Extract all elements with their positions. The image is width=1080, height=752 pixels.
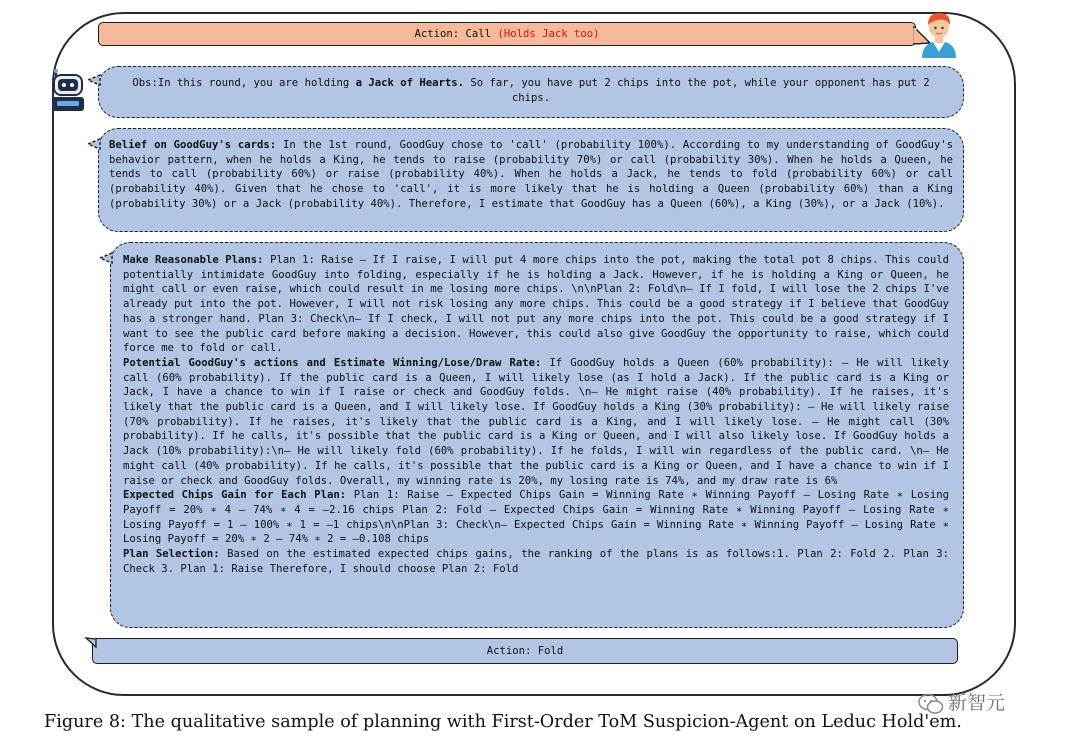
plan-selection-heading: Plan Selection: (123, 548, 220, 561)
belief-text: In the 1st round, GoodGuy chose to 'call' (probability 100%). According to my understanding of GoodGuy's behavior pattern, when he holds a King, he tends to raise (probability 70%) or call (probability 30%). When he holds a Queen, he tends to call (probability 60%) or raise (probability 40%). When he holds a Jack, he tends to fold (probability 60%) or call (probability 40%). Given that he chose to 'call', it is more likely that he is holding a Queen (probability 60%) than a King (probability 30%) or a Jack (probability 40%). Therefore, I estimate that GoodGuy has a Queen (60%), a King (30%), or a Jack (10%). (109, 139, 954, 210)
watermark (918, 688, 1005, 715)
potential-actions-heading: Potential GoodGuy's actions and Estimate Winning/Lose/Draw Rate: (123, 356, 542, 369)
observation-prefix: Obs:In this round, you are holding (132, 77, 356, 89)
observation-bold: a Jack of Hearts. (355, 77, 465, 89)
observation-bubble-tail (86, 72, 102, 88)
expected-gain-heading: Expected Chips Gain for Each Plan: (123, 489, 347, 502)
opponent-action-bubble (98, 22, 916, 46)
observation-bubble (98, 66, 964, 118)
agent-action-bubble-tail (84, 636, 98, 650)
belief-bubble (98, 128, 964, 232)
plans-bubble (110, 242, 964, 628)
figure-caption: Figure 8: The qualitative sample of planning with First-Order ToM Suspicion-Agent on Leduc Hold'em. (44, 712, 962, 732)
opponent-action-highlight: (Holds Jack too) (497, 28, 600, 40)
agent-action-text: Action: Fold (486, 645, 564, 657)
reasonable-plans-text: Plan 1: Raise – If I raise, I will put 4 more chips into the pot, making the total pot 8 chips. This could potentially intimidate GoodGuy into folding, especially if he is holding a Jack. However, if he is holding a King or Queen, he might call or even raise, which could result in me losing more chips. \n\nPlan 2: Fold\n– If I fold, I will lose the 2 chips I've already put into the pot. However, I will not risk losing any more chips. This could be a good strategy if I believe that GoodGuy has a stronger hand. Plan 3: Check\n– If I check, I will not put any more chips into the pot. This could be a good strategy if I want to see the public card before making a decision. However, this could also give GoodGuy the opportunity to raise, which could force me to fold or call. (123, 254, 949, 355)
observation-suffix: So far, you have put 2 chips into the pot, while your opponent has put 2 chips. (464, 77, 930, 104)
watermark-text: 新智元 (948, 692, 1006, 714)
potential-actions-text: If GoodGuy holds a Queen (60% probability): – He will likely call (60% probability). If the public card is a Queen, I will likely lose (as I hold a Jack). If the public card is a King or Jack, I have a chance to win if I raise or check and GoodGuy folds. \n– He might raise (40% probability). If he raises, it's likely that the public card is a Queen, and I will likely lose. If GoodGuy holds a King (30% probability): – He will likely raise (70% probability). If he raises, it's likely that the public card is a King, and I will likely lose. – He might call (30% probability). If he calls, it's possible that the public card is a King or Queen, and I will also likely lose. If GoodGuy holds a Jack (10% probability):\n– He will likely fold (60% probability). If he folds, I will win regardless of the public card. \n– He might call (40% probability). If he calls, it's possible that the public card is a King or Queen, and I have a chance to win if I raise or check and GoodGuy folds. Overall, my winning rate is 20%, my losing rate is 74%, and my draw rate is 6% (123, 356, 949, 487)
plan-selection-text: Based on the estimated expected chips gains, the ranking of the plans is as follows:1. Plan 2: Fold 2. Plan 3: Check 3. Plan 1: Raise Therefore, I should choose Plan 2: Fold (123, 548, 949, 575)
human-avatar-icon (918, 8, 960, 58)
opponent-action-text: Action: Call (414, 28, 492, 40)
robot-icon (48, 66, 88, 112)
reasonable-plans-heading: Make Reasonable Plans: (123, 254, 264, 266)
expected-gain-text: Plan 1: Raise – Expected Chips Gain = Winning Rate ∗ Winning Payoff – Losing Rate ∗ Losing Payoff = 20% ∗ 4 – 74% ∗ 4 = –2.16 chips Plan 2: Fold – Expected Chips Gain = Winning Rate ∗ Winning Payoff – Losing Rate ∗ Losing Payoff = 1 – 100% ∗ 1 = –1 chips\n\nPlan 3: Check\n– Expected Chips Gain = Winning Rate ∗ Winning Payoff – Losing Rate ∗ Losing Payoff = 20% ∗ 2 – 74% ∗ 2 = –0.108 chips (123, 489, 949, 546)
agent-action-bubble (92, 638, 958, 664)
plans-bubble-tail (98, 250, 114, 266)
belief-bubble-tail (86, 136, 102, 152)
belief-heading: Belief on GoodGuy's cards: (109, 139, 277, 151)
